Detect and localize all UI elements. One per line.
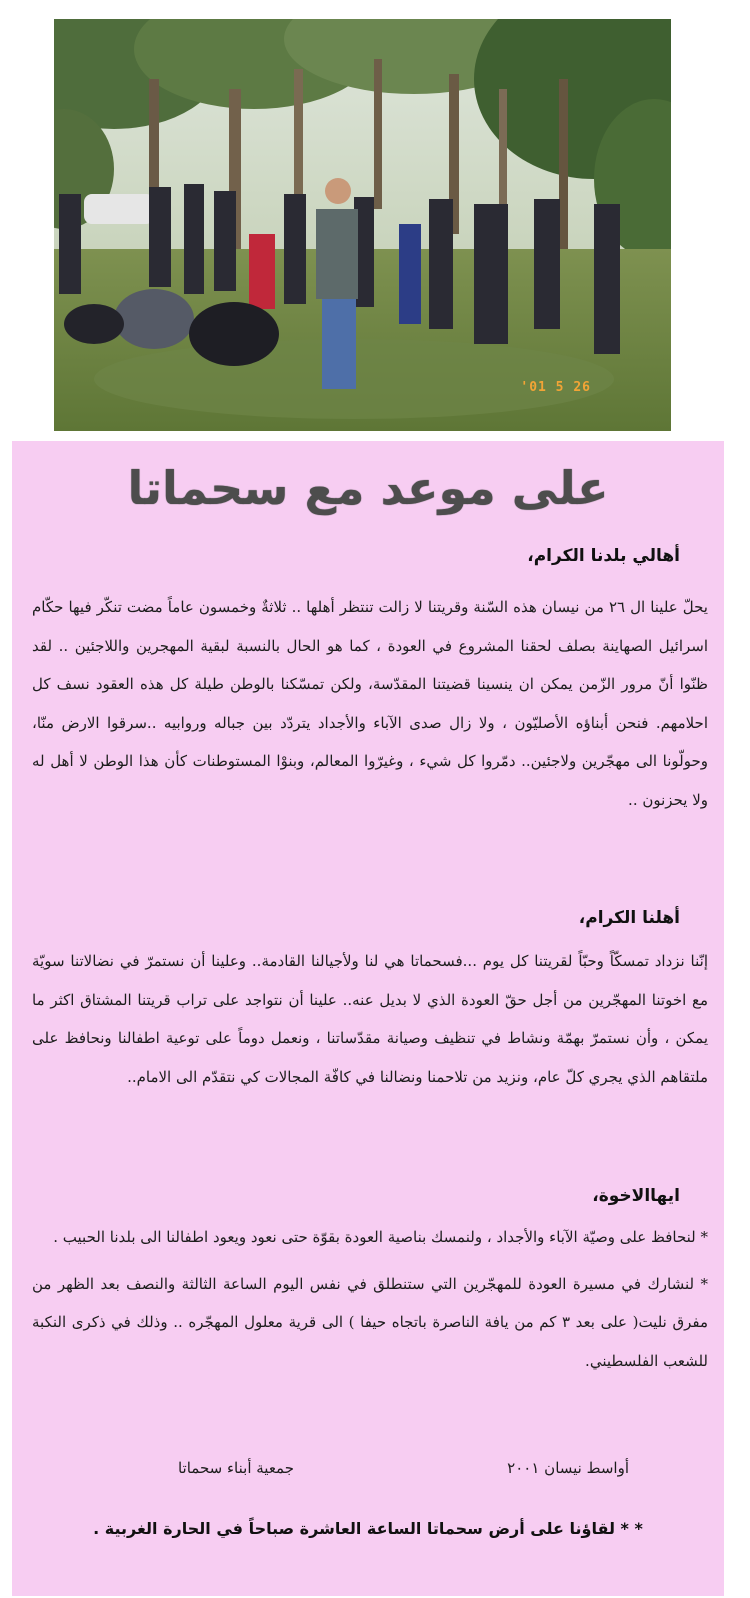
group-photo (54, 19, 671, 431)
photo-date-stamp: '01 5 26 (520, 380, 591, 395)
bullet-item: * لنشارك في مسيرة العودة للمهجّرين التي ستنطلق في نفس اليوم الساعة الثالثة والنصف بعد الظهر من مفرق نليت( على بعد ٣ كم من يافة الناصرة باتجاه حيفا ) الى قرية معلول المهجّره .. وذلك في ذكرى النكبة للشعب الفلسطيني. (32, 1274, 708, 1370)
signature-organization: جمعية أبناء سحماتا (177, 1459, 294, 1477)
signature-date: أواسط نيسان ٢٠٠١ (507, 1459, 629, 1477)
section-2-heading: أهلنا الكرام، (578, 908, 680, 928)
section-2-body: إنّنا نزداد تمسكّاً وحبّاً لقريتنا كل يوم ...فسحماتا هي لنا ولأجيالنا القادمة.. وعلينا أن نستمرّ في نضالاتنا سويّة مع اخوتنا المهجّرين من أجل حقّ العودة الذي لا بديل عنه.. علينا أن نتواجد على تراب قريتنا المشتاق اكثر ما يمكن ، وأن نستمرّ بهمّة ونشاط في تنظيف وصيانة مقدّساتنا ، ونعمل دوماً على توعية اطفالنا ونحافظ على ملتقاهم الذي يجري كلّ عام، ونزيد من تلاحمنا ونضالنا في كافّة المجالات كي نتقدّم الى الامام.. (32, 952, 708, 1086)
section-1-heading: أهالي بلدنا الكرام، (527, 546, 680, 566)
footer-note: * * لقاؤنا على أرض سحماتا الساعة العاشرة صباحاً في الحارة الغربية . (93, 1519, 643, 1538)
flyer-panel (12, 441, 724, 1596)
section-3-heading: ايهاالاخوة، (592, 1186, 680, 1206)
flyer-title: على موعد مع سحماتا (127, 461, 609, 515)
section-1-body: يحلّ علينا ال ٢٦ من نيسان هذه السّنة وقريتنا لا زالت تنتظر أهلها .. ثلاثةٌ وخمسون عاماً مضت تنكّر فيها حكّام اسرائيل الصهاينة بصلف لحقنا المشروع في العودة ، كما هو الحال بالنسبة لبقية المهجرين واللاجئين .. لقد ظنّوا أنّ مرور الزّمن يمكن ان ينسينا قضيتنا المقدّسة، ولكن تمسّكنا بالوطن طيلة كل هذه العقود نسف كل احلامهم. فنحن أبناؤه الأصليّون ، ولا زال صدى الآباء والأجداد يتردّد بين جباله وروابيه ..سرقوا الارض منّا، وحولّونا الى مهجّرين ولاجئين.. دمّروا كل شيء ، وغيرّوا المعالم، وبنوْا المستوطنات كأن هذا الوطن لا أهل له ولا يحزنون .. (32, 598, 708, 809)
section-2 (32, 908, 708, 1096)
section-3 (32, 1186, 708, 1388)
bullet-item: * لنحافظ على وصيّة الآباء والأجداد ، ولنمسك بناصية العودة بقوّة حتى نعود ويعود اطفالنا الى بلدنا الحبيب . (53, 1228, 708, 1246)
section-1 (32, 546, 708, 819)
